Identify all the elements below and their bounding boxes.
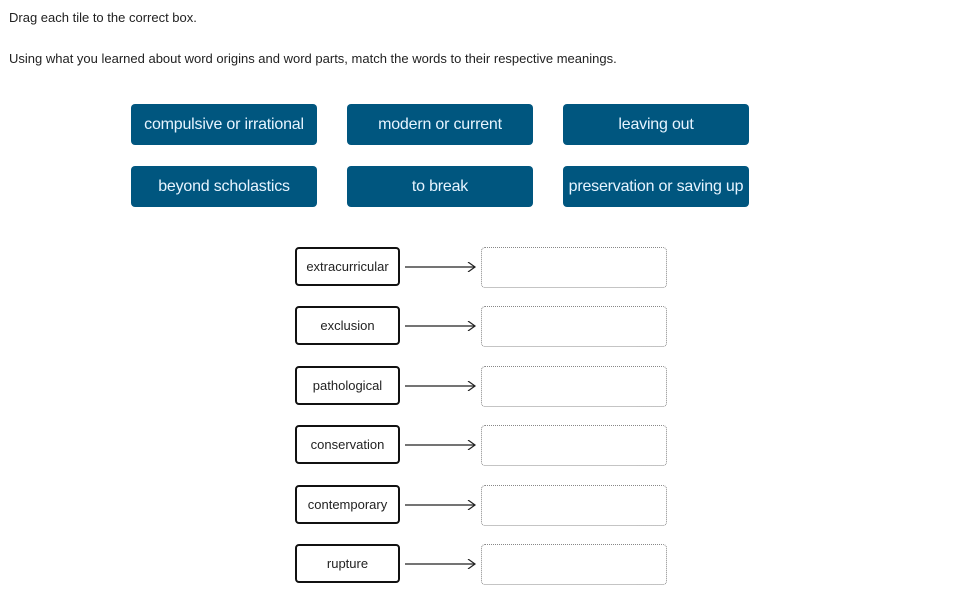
word-box: rupture	[295, 544, 400, 583]
tile-compulsive[interactable]: compulsive or irrational	[131, 104, 317, 145]
tile-preservation[interactable]: preservation or saving up	[563, 166, 749, 207]
drop-target-box[interactable]	[481, 425, 667, 466]
arrow-right-icon	[405, 381, 477, 391]
drop-target-box[interactable]	[481, 485, 667, 526]
drop-target-box[interactable]	[481, 306, 667, 347]
word-box: conservation	[295, 425, 400, 464]
arrow-right-icon	[405, 559, 477, 569]
tile-leaving-out[interactable]: leaving out	[563, 104, 749, 145]
word-box: extracurricular	[295, 247, 400, 286]
arrow-right-icon	[405, 321, 477, 331]
word-box: exclusion	[295, 306, 400, 345]
arrow-right-icon	[405, 262, 477, 272]
arrow-right-icon	[405, 440, 477, 450]
drop-target-box[interactable]	[481, 544, 667, 585]
tile-beyond-scholastics[interactable]: beyond scholastics	[131, 166, 317, 207]
tile-to-break[interactable]: to break	[347, 166, 533, 207]
drop-target-box[interactable]	[481, 366, 667, 407]
instructions: Drag each tile to the correct box.	[9, 10, 197, 25]
word-box: contemporary	[295, 485, 400, 524]
word-box: pathological	[295, 366, 400, 405]
drop-target-box[interactable]	[481, 247, 667, 288]
tile-modern[interactable]: modern or current	[347, 104, 533, 145]
arrow-right-icon	[405, 500, 477, 510]
question: Using what you learned about word origins and word parts, match the words to their respective meanings.	[9, 51, 617, 66]
